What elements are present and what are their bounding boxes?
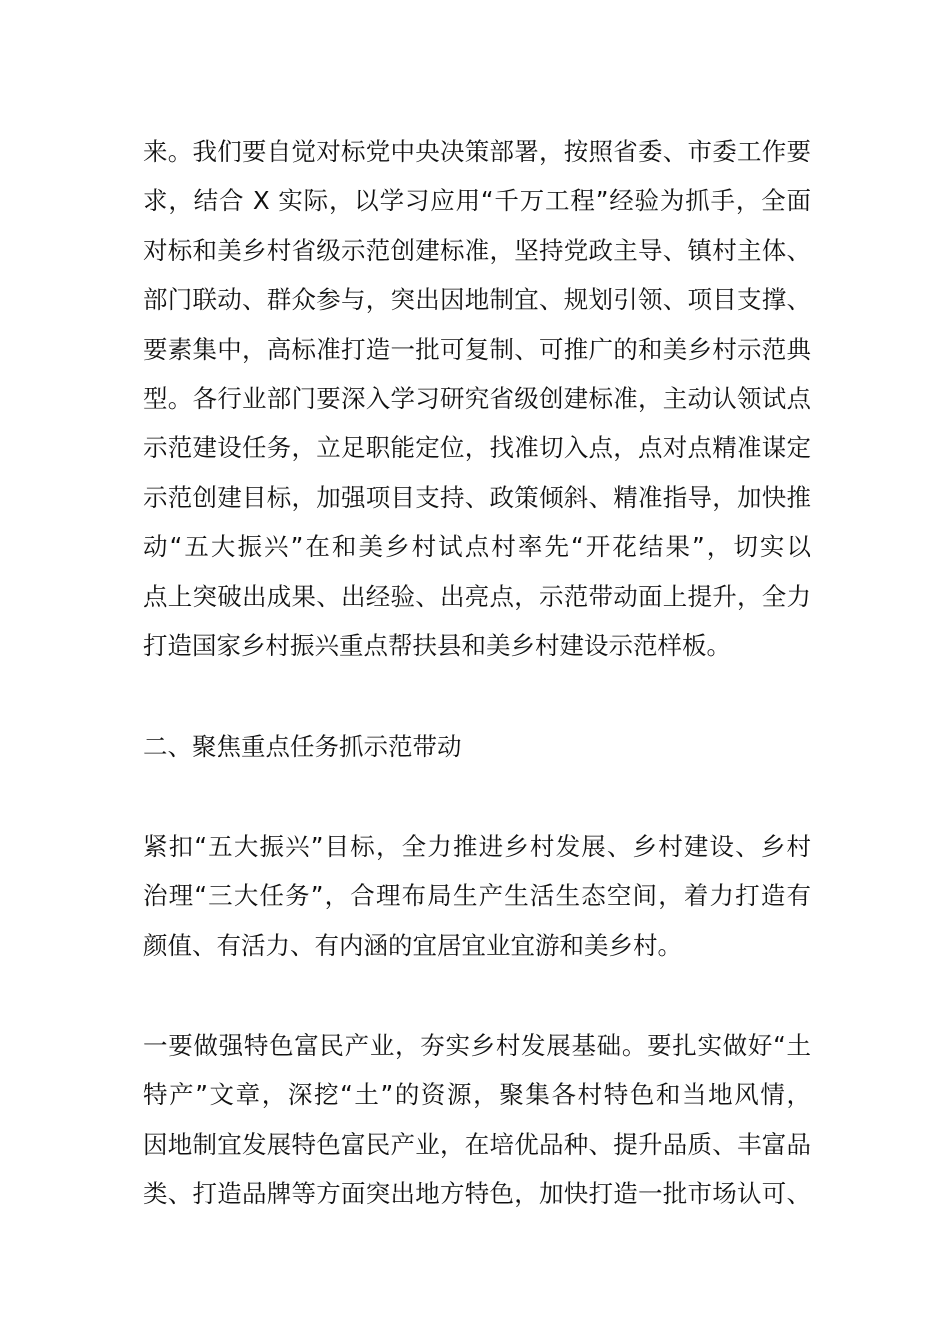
- section-heading: 二、聚焦重点任务抓示范带动: [143, 732, 462, 761]
- paragraph-2: [143, 822, 811, 970]
- text-line: 一要做强特色富民产业，夯实乡村发展基础。要扎实做好“土: [143, 1031, 811, 1060]
- text-line: 类、打造品牌等方面突出地方特色，加快打造一批市场认可、: [143, 1179, 811, 1209]
- text-line: 动“五大振兴”在和美乡村试点村率先“开花结果”，切实以: [143, 532, 811, 562]
- text-line: 特产”文章，深挖“土”的资源，聚集各村特色和当地风情，: [143, 1080, 811, 1110]
- text-line: 来。我们要自觉对标党中央决策部署，按照省委、市委工作要: [143, 137, 811, 166]
- text-line: 对标和美乡村省级示范创建标准，坚持党政主导、镇村主体、: [143, 235, 811, 265]
- text-line: 示范建设任务，立足职能定位，找准切入点，点对点精准谋定: [143, 433, 811, 463]
- text-line: 求，结合 X 实际，以学习应用“千万工程”经验为抓手，全面: [143, 186, 811, 216]
- text-line: 型。各行业部门要深入学习研究省级创建标准，主动认领试点: [143, 383, 811, 413]
- text-line: 部门联动、群众参与，突出因地制宜、规划引领、项目支撑、: [143, 285, 811, 315]
- text-line: 因地制宜发展特色富民产业，在培优品种、提升品质、丰富品: [143, 1129, 811, 1159]
- paragraph-3: [143, 1021, 811, 1219]
- text-line: 点上突破出成果、出经验、出亮点，示范带动面上提升，全力: [143, 581, 811, 611]
- text-line: 治理“三大任务”，合理布局生产生活生态空间，着力打造有: [143, 881, 811, 911]
- text-line: 紧扣“五大振兴”目标，全力推进乡村发展、乡村建设、乡村: [143, 832, 811, 861]
- text-line: 颜值、有活力、有内涵的宜居宜业宜游和美乡村。: [143, 930, 682, 960]
- text-line: 示范创建目标，加强项目支持、政策倾斜、精准指导，加快推: [143, 482, 811, 512]
- text-line: 打造国家乡村振兴重点帮扶县和美乡村建设示范样板。: [143, 630, 731, 660]
- text-line: 要素集中，高标准打造一批可复制、可推广的和美乡村示范典: [143, 334, 811, 364]
- paragraph-1: [143, 127, 811, 670]
